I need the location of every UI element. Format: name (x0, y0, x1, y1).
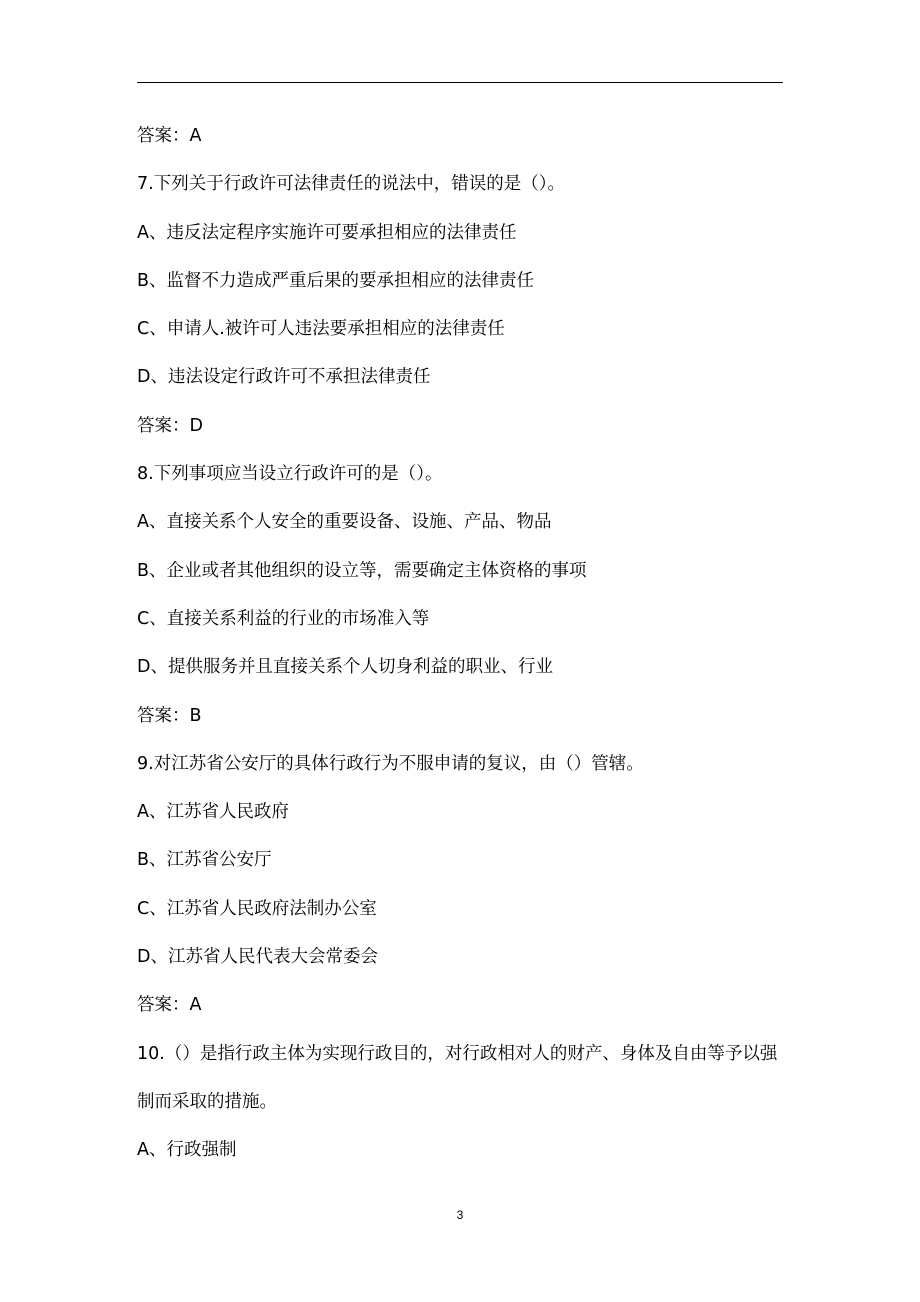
question-7: 7.下列关于行政许可法律责任的说法中，错误的是（）。 (137, 174, 565, 195)
option-line: C、江苏省人民政府法制办公室 (137, 898, 377, 919)
option-line: C、申请人.被许可人违法要承担相应的法律责任 (137, 319, 505, 340)
option-line: D、提供服务并且直接关系个人切身利益的职业、行业 (137, 657, 553, 678)
answer-line: 答案：A (137, 126, 202, 146)
option-line: D、江苏省人民代表大会常委会 (137, 947, 378, 968)
question-8: 8.下列事项应当设立行政许可的是（）。 (137, 464, 443, 485)
option-line: B、企业或者其他组织的设立等，需要确定主体资格的事项 (137, 560, 587, 581)
answer-line: 答案：D (137, 415, 203, 436)
option-line: A、直接关系个人安全的重要设备、设施、产品、物品 (137, 512, 552, 533)
option-line: A、违反法定程序实施许可要承担相应的法律责任 (137, 222, 517, 243)
answer-line: 答案：B (137, 705, 202, 726)
header-rule (137, 82, 783, 83)
question-10: 10.（）是指行政主体为实现行政目的，对行政相对人的财产、身体及自由等予以强制而采取的措施。 (137, 1043, 778, 1112)
question-9: 9.对江苏省公安厅的具体行政行为不服申请的复议，由（）管辖。 (137, 753, 644, 774)
answer-line: 答案：A (137, 995, 202, 1016)
option-line: C、直接关系利益的行业的市场准入等 (137, 608, 430, 629)
option-line: A、江苏省人民政府 (137, 802, 289, 823)
option-line: B、江苏省公安厅 (137, 850, 272, 871)
option-line: A、行政强制 (137, 1140, 237, 1161)
document-body (137, 112, 787, 1175)
option-line: B、监督不力造成严重后果的要承担相应的法律责任 (137, 270, 535, 291)
option-line: D、违法设定行政许可不承担法律责任 (137, 367, 431, 388)
page-number: 3 (456, 1208, 464, 1222)
